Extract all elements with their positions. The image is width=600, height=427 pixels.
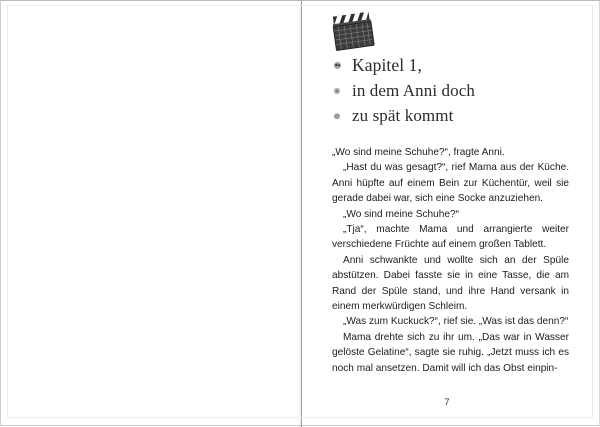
chapter-heading-row-1 xyxy=(322,53,587,78)
chapter-heading xyxy=(322,53,587,128)
clapperboard-icon xyxy=(327,8,379,54)
paragraph: „Wo sind meine Schuhe?“ xyxy=(343,208,459,220)
paragraph: Anni schwankte und wollte sich an der Spüle abstützen. Dabei fasste sie in eine Tasse, die am Rand der Spüle stand, und ihre Hand versank in einem merkwürdigen Schleim. xyxy=(332,254,569,313)
paragraph: „Tja“, machte Mama und arrangierte weiter verschiedene Früchte auf einem großen Tablett. xyxy=(332,224,569,251)
right-page xyxy=(302,1,600,427)
body-text-block xyxy=(332,145,569,376)
chapter-heading-row-3 xyxy=(322,103,587,128)
left-page-blank xyxy=(1,1,301,427)
chapter-heading-line-1: Kapitel 1, xyxy=(352,54,423,75)
dot-ornament-3-icon xyxy=(322,112,352,120)
paragraph: „Wo sind meine Schuhe?“, fragte Anni. xyxy=(332,147,505,158)
dot-ornament-2-icon xyxy=(322,87,352,95)
paragraph: „Was zum Kuckuck?“, rief sie. „Was ist das denn?“ xyxy=(343,316,569,328)
page-number: 7 xyxy=(444,397,450,407)
dot-ornament-1-icon xyxy=(322,61,352,70)
paragraph: Mama drehte sich zu ihr um. „Das war in Wasser gelöste Gelatine“, sagte sie ruhig. „Jetzt muss ich es noch mal ansetzen. Damit will ich das Obst einpin- xyxy=(332,331,569,374)
paragraph: „Hast du was gesagt?“, rief Mama aus der Küche. Anni hüpfte auf einem Bein zur Küchentür, weil sie gerade dabei war, sich eine Socke anzuziehen. xyxy=(332,162,569,205)
chapter-heading-row-2 xyxy=(322,78,587,103)
chapter-heading-line-2: in dem Anni doch xyxy=(352,81,475,100)
chapter-heading-line-3: zu spät kommt xyxy=(352,106,454,125)
